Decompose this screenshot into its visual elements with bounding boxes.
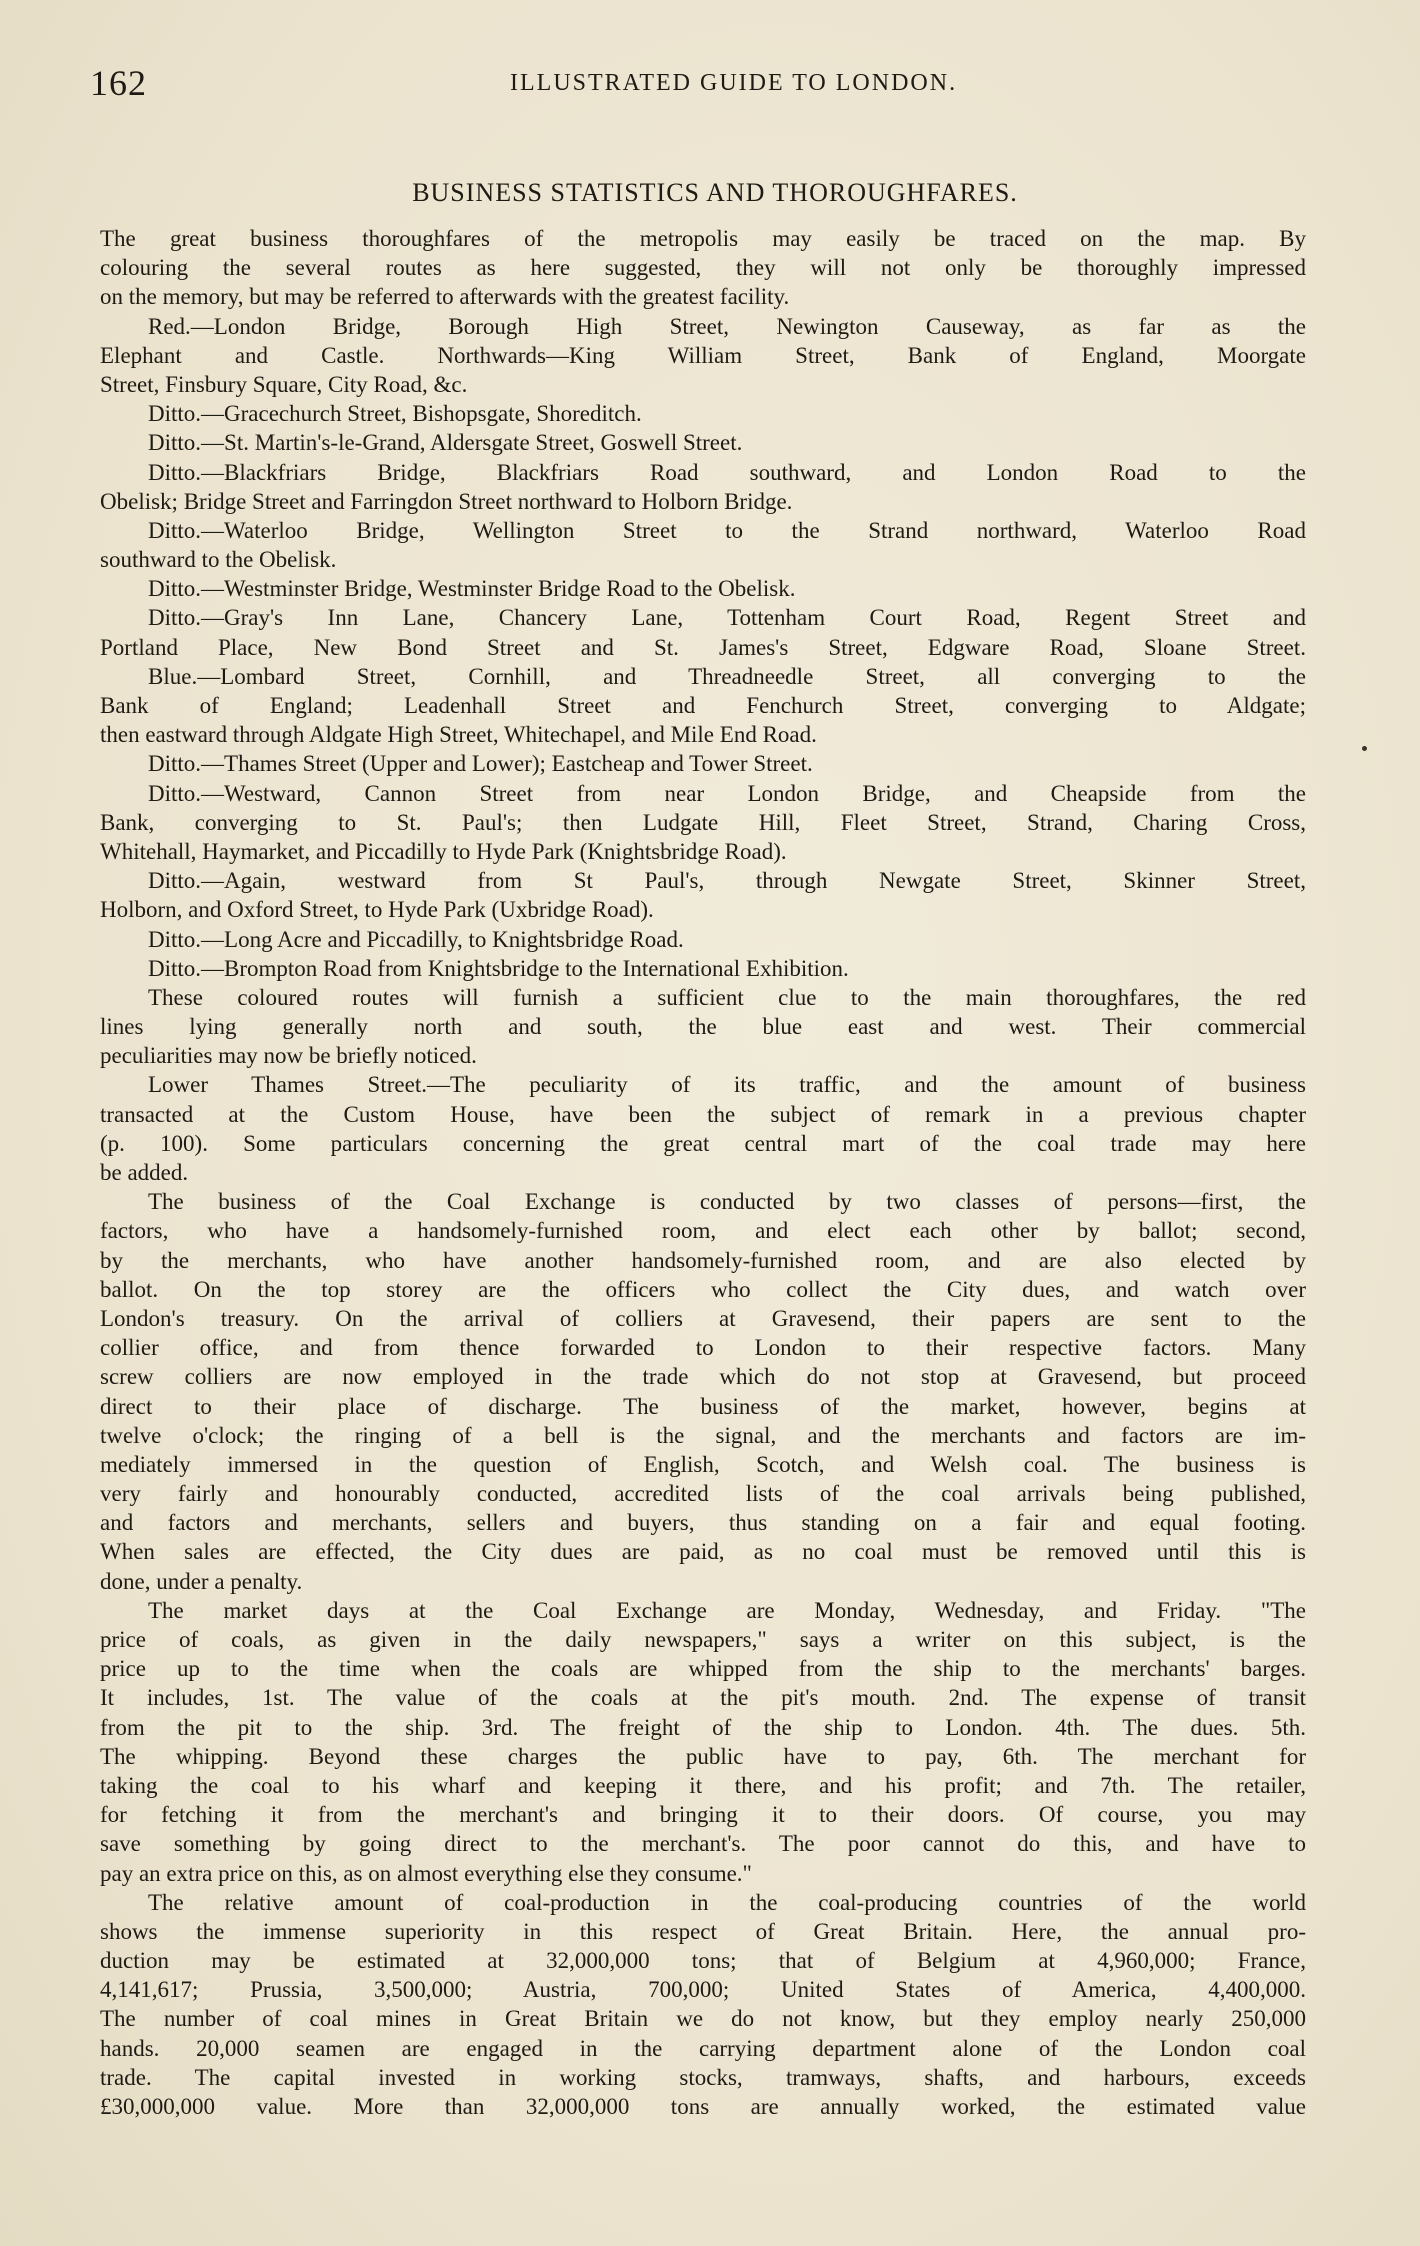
- text-line: Obelisk; Bridge Street and Farringdon Street northward to Holborn Bridge.: [100, 488, 793, 514]
- page-number: 162: [90, 63, 147, 103]
- text-line: be added.: [100, 1160, 189, 1185]
- text-line: pay an extra price on this, as on almost everything else they consume.": [100, 1860, 752, 1886]
- text-line: colouring the several routes as here suggested, they will not only be thoroughly impressed: [100, 255, 1306, 281]
- text-line: Bank of England; Leadenhall Street and Fenchurch Street, converging to Aldgate;: [100, 693, 1306, 718]
- text-line: very fairly and honourably conducted, accredited lists of the coal arrivals being published,: [100, 1481, 1306, 1507]
- text-line: save something by going direct to the merchant's. The poor cannot do this, and have to: [100, 1831, 1306, 1857]
- text-line: duction may be estimated at 32,000,000 tons; that of Belgium at 4,960,000; France,: [100, 1948, 1306, 1974]
- text-line: The whipping. Beyond these charges the public have to pay, 6th. The merchant for: [100, 1743, 1306, 1769]
- text-line: hands. 20,000 seamen are engaged in the carrying department alone of the London coal: [100, 2035, 1306, 2061]
- text-line: The number of coal mines in Great Britain we do not know, but they employ nearly 250,000: [100, 2006, 1306, 2032]
- text-line: Ditto.—Westward, Cannon Street from near London Bridge, and Cheapside from the: [148, 780, 1306, 806]
- text-line: price of coals, as given in the daily newspapers," says a writer on this subject, is the: [100, 1627, 1306, 1652]
- body-text: [100, 224, 1306, 2121]
- ink-speck: [1362, 746, 1367, 751]
- text-line: 4,141,617; Prussia, 3,500,000; Austria, 700,000; United States of America, 4,400,000.: [100, 1977, 1306, 2003]
- text-line: Ditto.—Blackfriars Bridge, Blackfriars Road southward, and London Road to the: [148, 459, 1306, 485]
- text-line: transacted at the Custom House, have been the subject of remark in a previous chapter: [100, 1101, 1306, 1127]
- text-line: The market days at the Coal Exchange are Monday, Wednesday, and Friday. "The: [148, 1597, 1306, 1623]
- text-line: (p. 100). Some particulars concerning the great central mart of the coal trade may here: [100, 1130, 1306, 1156]
- text-line: for fetching it from the merchant's and bringing it to their doors. Of course, you may: [100, 1802, 1306, 1828]
- text-line: done, under a penalty.: [100, 1568, 303, 1594]
- running-title: ILLUSTRATED GUIDE TO LONDON.: [510, 70, 958, 96]
- text-line: peculiarities may now be briefly noticed.: [100, 1043, 477, 1069]
- text-line: It includes, 1st. The value of the coals at the pit's mouth. 2nd. The expense of transit: [100, 1685, 1306, 1711]
- text-line: lines lying generally north and south, the blue east and west. Their commercial: [100, 1014, 1306, 1040]
- text-line: The great business thoroughfares of the metropolis may easily be traced on the map. By: [100, 226, 1306, 251]
- text-line: Whitehall, Haymarket, and Piccadilly to Hyde Park (Knightsbridge Road).: [100, 838, 787, 864]
- text-line: by the merchants, who have another handsomely-furnished room, and are also elected by: [100, 1247, 1306, 1273]
- text-line: Holborn, and Oxford Street, to Hyde Park (Uxbridge Road).: [100, 897, 654, 923]
- text-line: Blue.—Lombard Street, Cornhill, and Threadneedle Street, all converging to the: [148, 663, 1306, 689]
- text-line: Bank, converging to St. Paul's; then Ludgate Hill, Fleet Street, Strand, Charing Cross,: [100, 809, 1306, 835]
- text-line: southward to the Obelisk.: [100, 547, 337, 573]
- text-line: factors, who have a handsomely-furnished room, and elect each other by ballot; second,: [100, 1218, 1306, 1244]
- text-line: Ditto.—Long Acre and Piccadilly, to Knightsbridge Road.: [148, 926, 684, 952]
- text-line: from the pit to the ship. 3rd. The freight of the ship to London. 4th. The dues. 5th.: [100, 1714, 1306, 1740]
- text-line: Ditto.—Waterloo Bridge, Wellington Street to the Strand northward, Waterloo Road: [148, 517, 1306, 543]
- text-line: Street, Finsbury Square, City Road, &c.: [100, 371, 468, 397]
- text-line: screw colliers are now employed in the trade which do not stop at Gravesend, but proceed: [100, 1364, 1306, 1390]
- text-line: on the memory, but may be referred to afterwards with the greatest facility.: [100, 284, 790, 310]
- text-line: Ditto.—Again, westward from St Paul's, through Newgate Street, Skinner Street,: [148, 868, 1306, 894]
- text-line: trade. The capital invested in working stocks, tramways, shafts, and harbours, exceeds: [100, 2064, 1306, 2090]
- text-line: Red.—London Bridge, Borough High Street, Newington Causeway, as far as the: [148, 313, 1306, 339]
- text-line: When sales are effected, the City dues are paid, as no coal must be removed until this is: [100, 1539, 1306, 1565]
- text-line: Elephant and Castle. Northwards—King William Street, Bank of England, Moorgate: [100, 342, 1306, 368]
- text-line: London's treasury. On the arrival of colliers at Gravesend, their papers are sent to the: [100, 1305, 1306, 1331]
- text-line: price up to the time when the coals are whipped from the ship to the merchants' barges.: [100, 1656, 1306, 1682]
- text-line: Ditto.—Gray's Inn Lane, Chancery Lane, Tottenham Court Road, Regent Street and: [148, 605, 1306, 631]
- text-line: taking the coal to his wharf and keeping it there, and his profit; and 7th. The retailer,: [100, 1772, 1306, 1798]
- text-line: and factors and merchants, sellers and buyers, thus standing on a fair and equal footing.: [100, 1510, 1306, 1536]
- text-line: These coloured routes will furnish a sufficient clue to the main thoroughfares, the red: [148, 984, 1306, 1010]
- text-line: The relative amount of coal-production in the coal-producing countries of the world: [148, 1889, 1306, 1915]
- text-line: mediately immersed in the question of English, Scotch, and Welsh coal. The business is: [100, 1451, 1306, 1477]
- section-title: BUSINESS STATISTICS AND THOROUGHFARES.: [412, 178, 1018, 207]
- text-line: Lower Thames Street.—The peculiarity of its traffic, and the amount of business: [148, 1072, 1306, 1098]
- text-line: Ditto.—Brompton Road from Knightsbridge to the International Exhibition.: [148, 955, 849, 981]
- text-line: shows the immense superiority in this respect of Great Britain. Here, the annual pro-: [100, 1918, 1306, 1944]
- text-line: Ditto.—St. Martin's-le-Grand, Aldersgate Street, Goswell Street.: [148, 430, 743, 456]
- text-line: £30,000,000 value. More than 32,000,000 tons are annually worked, the estimated value: [100, 2094, 1306, 2119]
- text-line: ballot. On the top storey are the officers who collect the City dues, and watch over: [100, 1276, 1306, 1302]
- text-line: The business of the Coal Exchange is conducted by two classes of persons—first, the: [148, 1189, 1306, 1215]
- text-line: Ditto.—Gracechurch Street, Bishopsgate, Shoreditch.: [148, 401, 642, 427]
- text-line: Ditto.—Westminster Bridge, Westminster Bridge Road to the Obelisk.: [148, 576, 796, 602]
- text-line: collier office, and from thence forwarded to London to their respective factors. Many: [100, 1335, 1306, 1361]
- running-head: [90, 62, 1310, 112]
- text-line: Portland Place, New Bond Street and St. James's Street, Edgware Road, Sloane Street.: [100, 634, 1306, 660]
- text-line: twelve o'clock; the ringing of a bell is the signal, and the merchants and factors are im-: [100, 1422, 1306, 1448]
- text-line: Ditto.—Thames Street (Upper and Lower); Eastcheap and Tower Street.: [148, 751, 813, 777]
- text-line: direct to their place of discharge. The business of the market, however, begins at: [100, 1393, 1306, 1419]
- text-line: then eastward through Aldgate High Street, Whitechapel, and Mile End Road.: [100, 722, 817, 748]
